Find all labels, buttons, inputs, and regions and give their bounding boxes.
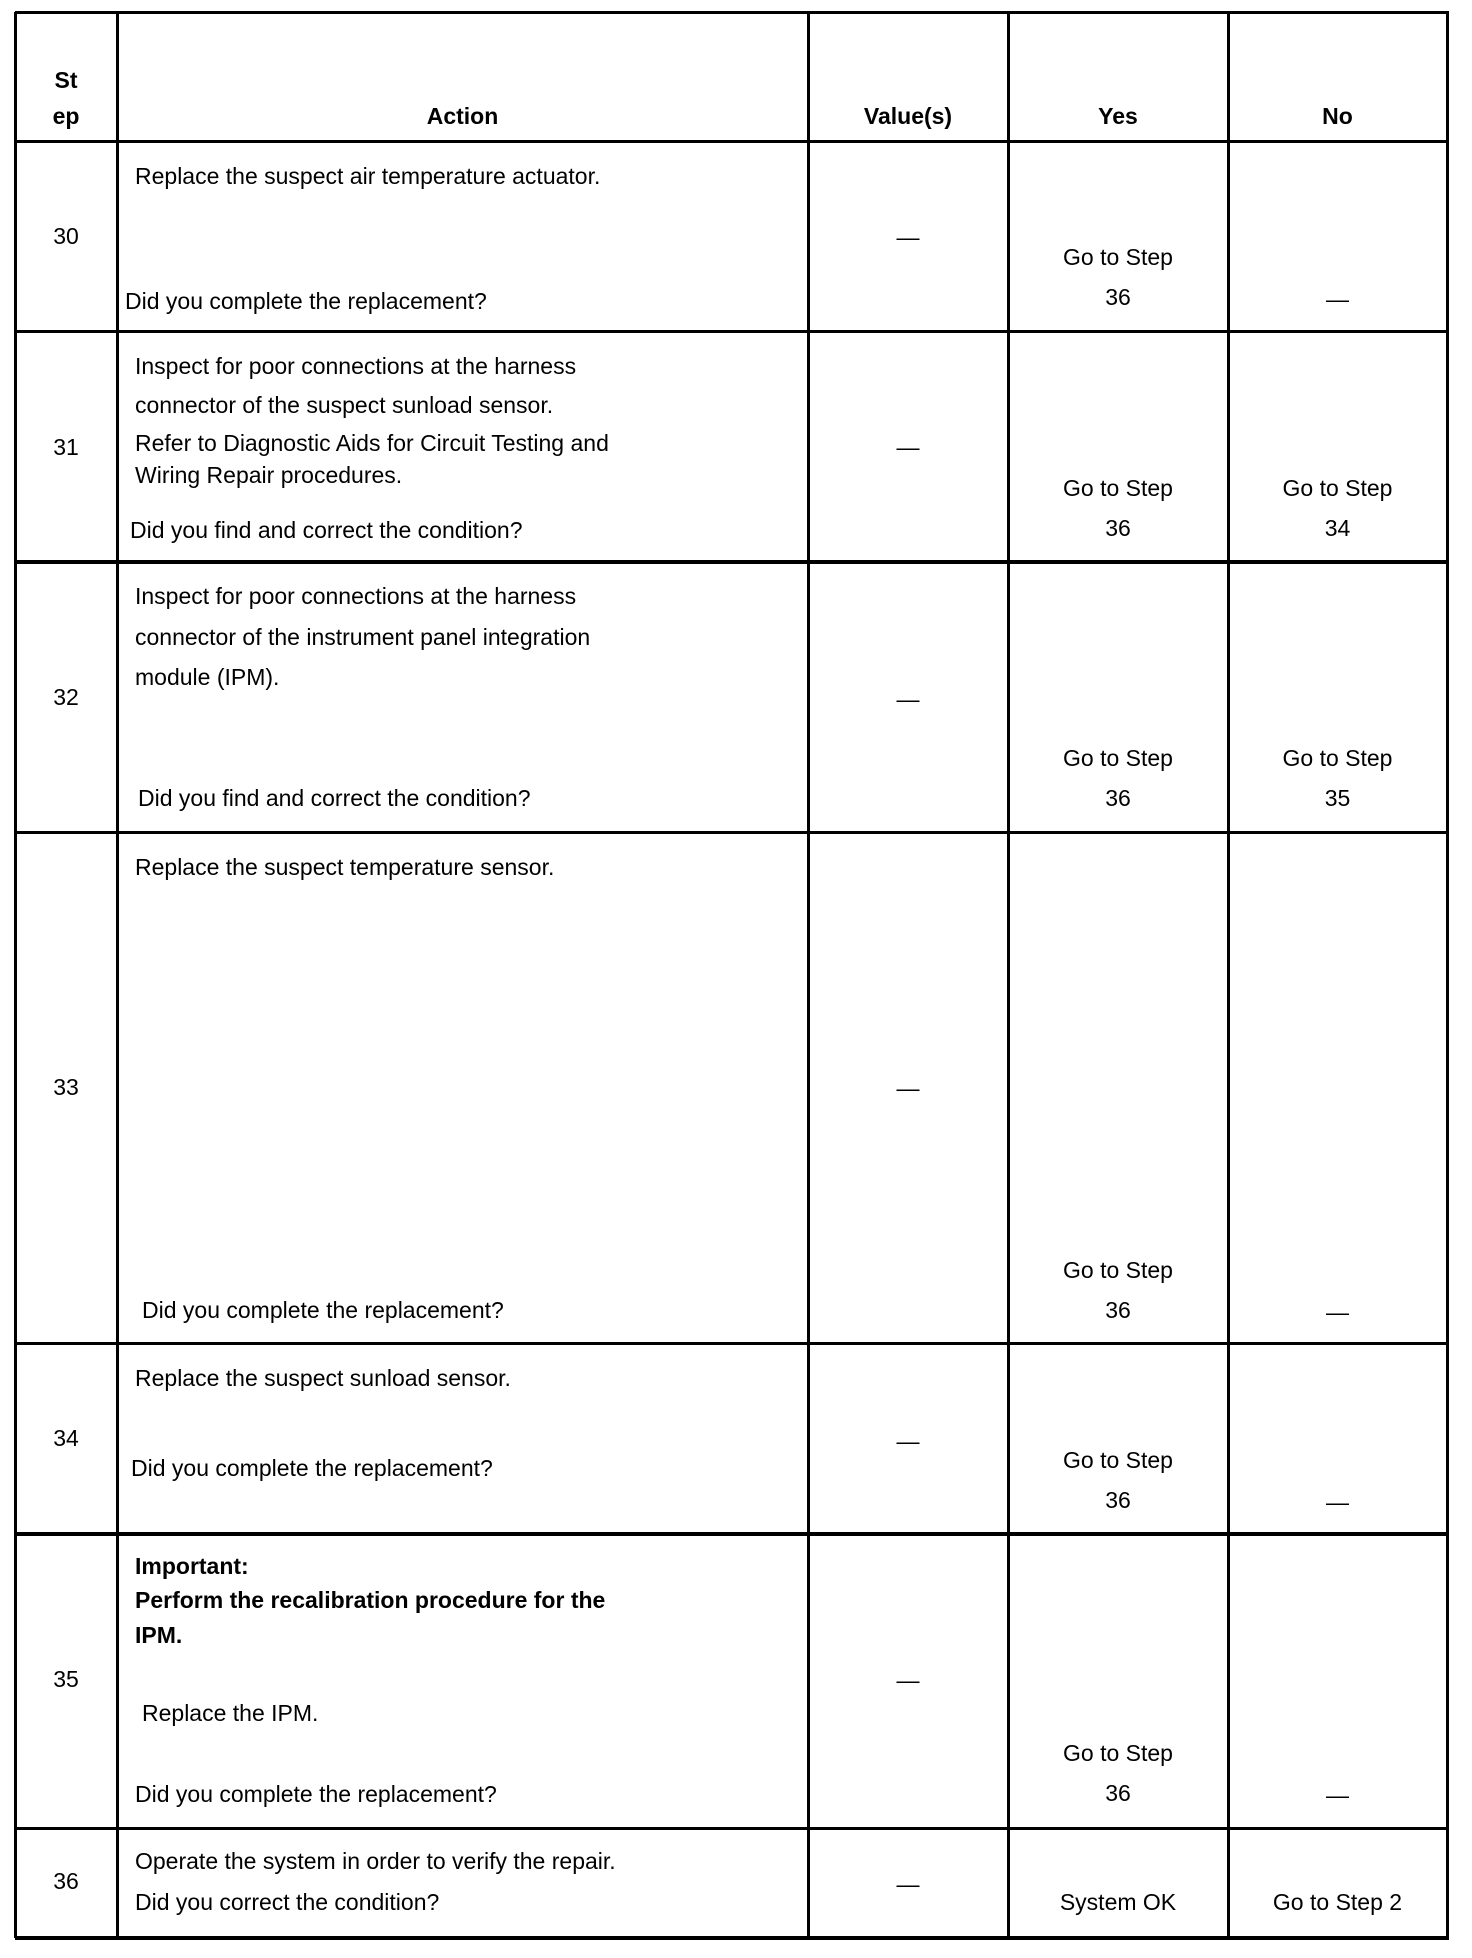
step-number: 32 — [53, 684, 79, 710]
yes-result: Go to Step — [1063, 1257, 1173, 1283]
action-text: Refer to Diagnostic Aids for Circuit Testing and — [135, 430, 609, 456]
action-text: Did you complete the replacement? — [125, 288, 487, 314]
row-divider — [15, 1936, 1449, 1940]
action-text: Did you complete the replacement? — [142, 1297, 504, 1323]
action-text: Did you complete the replacement? — [135, 1781, 497, 1807]
row-divider — [15, 11, 1449, 14]
no-result: — — [1326, 1489, 1349, 1515]
yes-result: Go to Step — [1063, 244, 1173, 270]
no-result: 34 — [1324, 515, 1351, 541]
no-result: — — [1326, 1299, 1349, 1325]
step-number: 36 — [53, 1868, 79, 1894]
row-divider — [15, 560, 1449, 564]
header-step: ep — [52, 103, 80, 129]
yes-result: 36 — [1105, 284, 1131, 310]
action-text: Operate the system in order to verify the repair. — [135, 1848, 616, 1874]
no-result: Go to Step — [1282, 745, 1393, 771]
value-cell: — — [896, 686, 920, 712]
header-values: Value(s) — [863, 103, 953, 129]
row-divider — [15, 1532, 1449, 1536]
value-cell: — — [896, 224, 920, 250]
action-text: Inspect for poor connections at the harness — [135, 353, 577, 379]
value-cell: — — [896, 1075, 920, 1101]
row-divider — [15, 140, 1449, 143]
action-text: Replace the suspect sunload sensor. — [135, 1365, 511, 1391]
action-text: Did you find and correct the condition? — [130, 517, 523, 543]
header-yes: Yes — [1098, 103, 1138, 129]
no-result: Go to Step — [1282, 475, 1393, 501]
no-result: — — [1326, 1782, 1349, 1808]
column-divider — [14, 12, 17, 1938]
value-cell: — — [896, 1871, 920, 1897]
action-text: Replace the suspect temperature sensor. — [135, 854, 555, 880]
column-divider — [807, 12, 810, 1938]
action-text: Did you correct the condition? — [135, 1889, 440, 1915]
yes-result: Go to Step — [1063, 475, 1173, 501]
action-text: Important: — [135, 1553, 249, 1579]
yes-result: Go to Step — [1063, 745, 1173, 771]
no-result: 35 — [1324, 785, 1351, 811]
action-text: connector of the instrument panel integration — [135, 624, 591, 650]
column-divider — [116, 12, 119, 1938]
yes-result: 36 — [1105, 1780, 1131, 1806]
value-cell: — — [896, 434, 920, 460]
no-result: Go to Step 2 — [1272, 1889, 1403, 1915]
action-text: IPM. — [135, 1622, 183, 1648]
yes-result: Go to Step — [1063, 1447, 1173, 1473]
step-number: 35 — [53, 1666, 79, 1692]
row-divider — [15, 330, 1449, 333]
step-number: 33 — [53, 1074, 79, 1100]
header-step: St — [54, 67, 78, 93]
step-number: 30 — [53, 223, 79, 249]
row-divider — [15, 1827, 1449, 1830]
yes-result: 36 — [1105, 785, 1131, 811]
row-divider — [15, 1342, 1449, 1345]
action-text: connector of the suspect sunload sensor. — [135, 392, 554, 418]
value-cell: — — [896, 1428, 920, 1454]
action-text: Did you find and correct the condition? — [138, 785, 531, 811]
header-action: Action — [426, 103, 499, 129]
row-divider — [15, 831, 1449, 834]
yes-result: System OK — [1059, 1889, 1177, 1915]
value-cell: — — [896, 1667, 920, 1693]
action-text: Replace the IPM. — [142, 1700, 319, 1726]
header-no: No — [1322, 103, 1353, 129]
no-result: — — [1326, 286, 1349, 312]
yes-result: Go to Step — [1063, 1740, 1173, 1766]
action-text: Wiring Repair procedures. — [135, 462, 403, 488]
yes-result: 36 — [1105, 1297, 1131, 1323]
step-number: 34 — [53, 1425, 79, 1451]
action-text: Inspect for poor connections at the harness — [135, 583, 577, 609]
step-number: 31 — [53, 434, 79, 460]
action-text: module (IPM). — [135, 664, 280, 690]
action-text: Replace the suspect air temperature actuator. — [135, 163, 601, 189]
yes-result: 36 — [1105, 1487, 1131, 1513]
action-text: Perform the recalibration procedure for the — [135, 1587, 606, 1613]
yes-result: 36 — [1105, 515, 1131, 541]
action-text: Did you complete the replacement? — [131, 1455, 493, 1481]
